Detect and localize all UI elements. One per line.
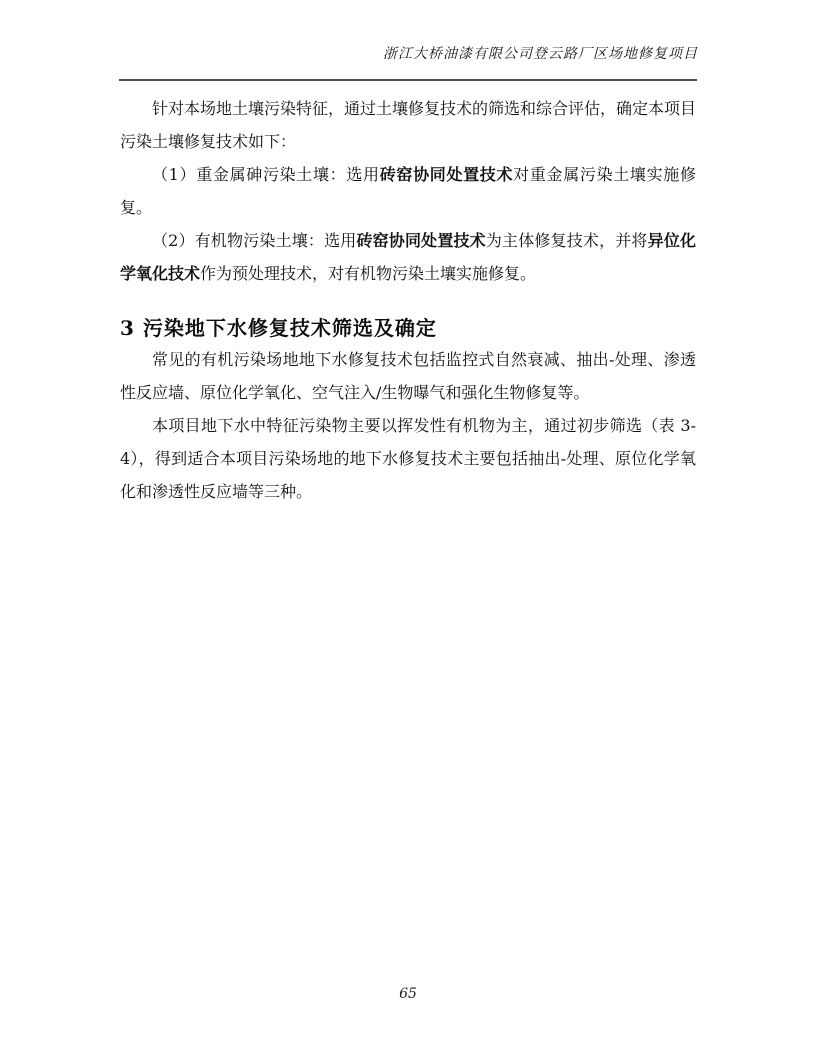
list-item-2-prefix: （2）有机物污染土壤：选用 bbox=[152, 231, 357, 250]
page-body bbox=[120, 92, 696, 508]
page-number: 65 bbox=[399, 986, 417, 1002]
section-heading-groundwater: 3 污染地下水修复技术筛选及确定 bbox=[120, 316, 437, 340]
list-item-2-bold-technique-1: 砖窑协同处置技术 bbox=[356, 231, 486, 250]
list-item-2-suffix: 作为预处理技术，对有机物污染土壤实施修复。 bbox=[200, 264, 537, 283]
paragraph-soil-intro: 针对本场地土壤污染特征，通过土壤修复技术的筛选和综合评估，确定本项目污染土壤修复技术如下： bbox=[120, 99, 697, 151]
page-footer bbox=[0, 983, 816, 1002]
paragraph-groundwater-project: 本项目地下水中特征污染物主要以挥发性有机物为主，通过初步筛选（表 3-4），得到适合本项目污染场地的地下水修复技术主要包括抽出-处理、原位化学氧化和渗透性反应墙等三种。 bbox=[120, 416, 696, 501]
paragraph-groundwater-common: 常见的有机污染场地地下水修复技术包括监控式自然衰减、抽出-处理、渗透性反应墙、原位化学氧化、空气注入/生物曝气和强化生物修复等。 bbox=[120, 350, 696, 402]
header-rule-divider bbox=[119, 79, 697, 81]
list-item-1-suffix: 对重金属污染土壤实施修复。 bbox=[120, 165, 696, 217]
list-item-2-bold-technique-2: 异位化学氧化技术 bbox=[120, 231, 696, 283]
list-item-1-prefix: （1）重金属砷污染土壤：选用 bbox=[152, 165, 380, 184]
list-item-2-middle: 为主体修复技术，并将 bbox=[485, 231, 648, 250]
list-item-organic-soil bbox=[120, 224, 696, 290]
page-header-title: 浙江大桥油漆有限公司登云路厂区场地修复项目 bbox=[383, 46, 698, 62]
list-item-heavy-metal-soil bbox=[120, 158, 696, 224]
list-item-1-bold-technique: 砖窑协同处置技术 bbox=[379, 165, 514, 184]
